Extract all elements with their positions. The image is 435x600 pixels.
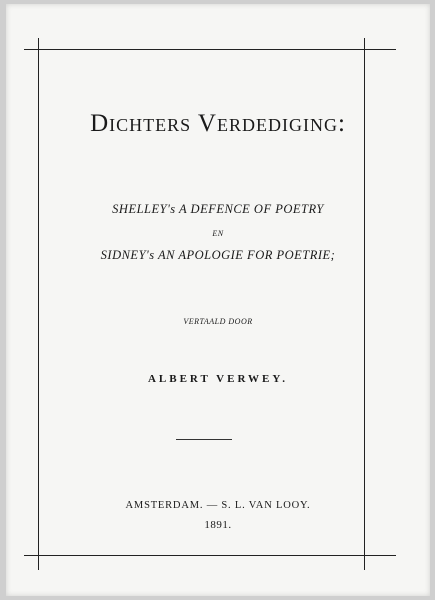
- subtitle-sidney: SIDNEY's AN APOLOGIE FOR POETRIE;: [100, 248, 336, 262]
- author-name: ALBERT VERWEY.: [147, 373, 289, 385]
- translated-by-label: VERTAALD DOOR: [183, 317, 253, 326]
- frame-top-line: [24, 49, 396, 50]
- frame-bottom-line: [24, 555, 396, 556]
- subtitle-conjunction: EN: [212, 229, 224, 238]
- subtitle-shelley: SHELLEY's A DEFENCE OF POETRY: [112, 202, 324, 216]
- publication-year: 1891.: [204, 519, 232, 531]
- book-title: Dichters Verdediging:: [90, 110, 346, 137]
- publisher-imprint: AMSTERDAM. — S. L. VAN LOOY.: [125, 500, 311, 511]
- decorative-rule: [176, 439, 232, 440]
- title-page: [6, 4, 430, 596]
